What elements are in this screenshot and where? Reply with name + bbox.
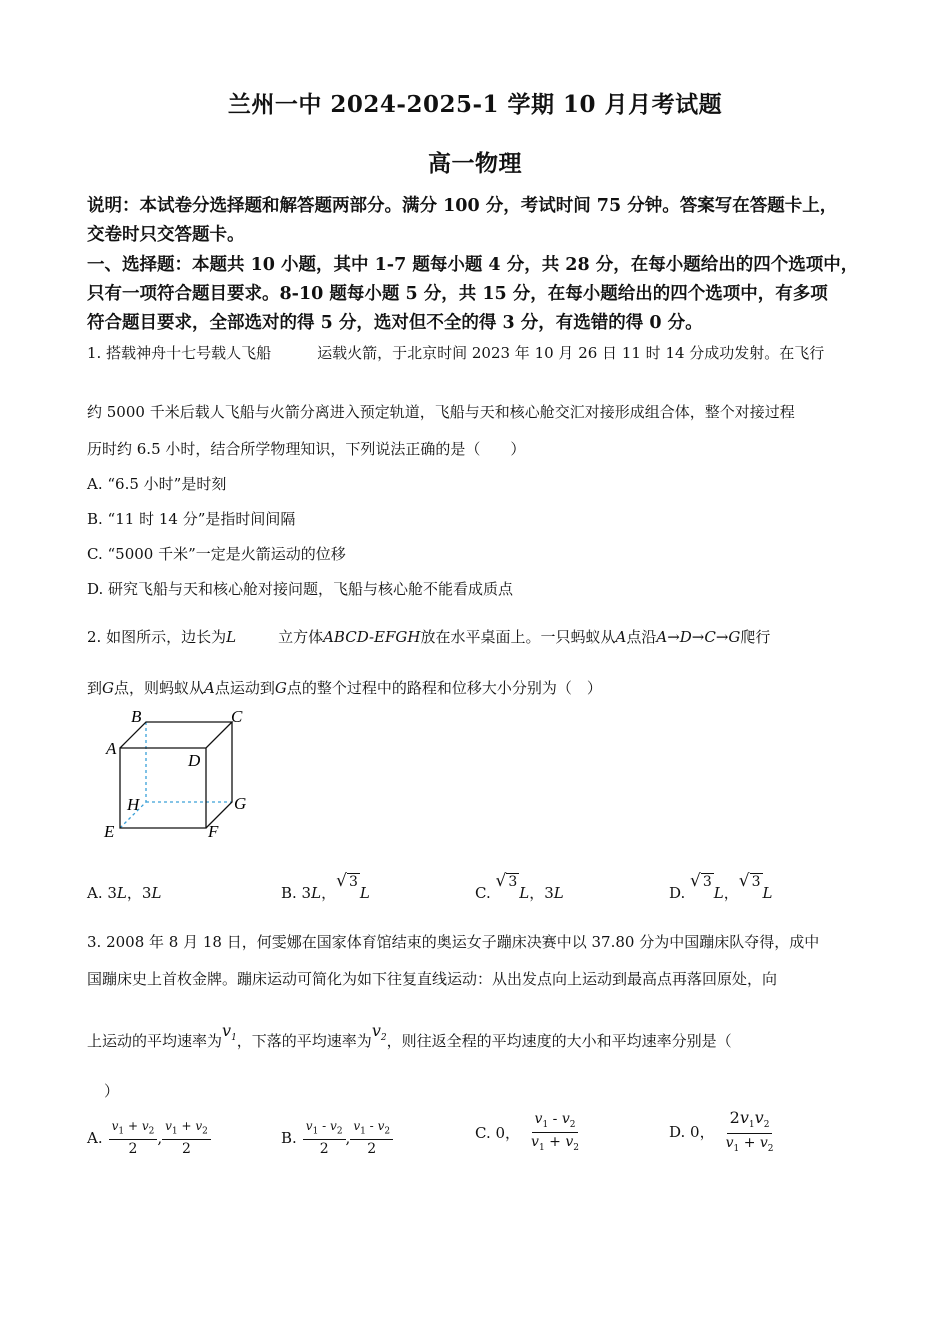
vertex-label-e: E xyxy=(104,822,115,841)
text: C. xyxy=(475,884,496,902)
q3-option-b xyxy=(281,1120,393,1157)
var-L: L xyxy=(151,884,162,902)
q2-var-L: L xyxy=(226,628,237,646)
q2-text: 放在水平桌面上。一只蚂蚁从 xyxy=(420,628,616,646)
var-L: L xyxy=(359,884,370,902)
fraction: $\frac{v_1 + v_2}{2}$ xyxy=(162,1120,211,1157)
vertex-label-f: F xyxy=(208,822,219,841)
comma: , xyxy=(157,1129,163,1148)
radicand: 3 xyxy=(751,874,761,890)
page-title: 兰州一中 2024-2025-1 学期 10 月月考试题 xyxy=(227,91,723,118)
fraction: $\frac{v_1 - v_2}{v_1 + v_2}$ xyxy=(531,1111,579,1154)
q1-stem-part: 运载火箭，于北京时间 2023 年 10 月 26 日 11 时 14 分成功发射。在飞行 xyxy=(317,344,825,362)
radicand: 3 xyxy=(508,874,518,890)
fraction: $\frac{v_1 - v_2}{2}$ xyxy=(303,1120,346,1157)
var-L: L xyxy=(519,884,530,902)
q1-option-c: C. “5000 千米”一定是火箭运动的位移 xyxy=(87,545,346,563)
q2-option-a xyxy=(87,882,161,903)
fraction: $\frac{2v_1v_2}{v_1 + v_2}$ xyxy=(725,1108,774,1154)
q3-option-a xyxy=(87,1120,211,1157)
text: ，下落的平均速率为 xyxy=(236,1032,372,1050)
section-heading-line: 符合题目要求，全部选对的得 5 分，选对但不全的得 3 分，有选错的得 0 分。 xyxy=(87,313,703,333)
q3-stem-line xyxy=(87,1020,732,1050)
q2-point: A xyxy=(204,679,215,697)
option-label: B. xyxy=(281,1129,297,1148)
var-L: L xyxy=(713,884,724,902)
instructions-line: 交卷时只交答题卡。 xyxy=(87,225,245,245)
text: ，3 xyxy=(126,884,152,902)
q2-cube-name: ABCD-EFGH xyxy=(323,628,421,646)
sqrt: √ 3 xyxy=(738,871,761,891)
q1-stem-line: 历时约 6.5 小时，结合所学物理知识，下列说法正确的是（ ） xyxy=(87,440,526,458)
fraction: $\frac{v_1 + v_2}{2}$ xyxy=(109,1120,158,1157)
instructions-line: 说明：本试卷分选择题和解答题两部分。满分 100 分，考试时间 75 分钟。答案写在答题卡上， xyxy=(87,196,838,216)
visible-edges xyxy=(206,722,232,828)
text: ， xyxy=(723,884,739,902)
q2-point: A xyxy=(615,628,627,646)
text: ，3 xyxy=(529,884,554,902)
q1-option-d: D. 研究飞船与天和核心舱对接问题，飞船与核心舱不能看成质点 xyxy=(87,580,514,598)
q1-stem-line xyxy=(87,342,824,363)
q2-text: 点的整个过程中的路程和位移大小分别为（ ） xyxy=(286,679,602,697)
text: ， xyxy=(321,884,337,902)
q2-stem-line xyxy=(87,677,602,698)
section-heading-line: 一、选择题：本题共 10 小题，其中 1-7 题每小题 4 分，共 28 分，在每小题给出的四个选项中， xyxy=(87,255,859,275)
q2-text: 点沿 xyxy=(626,628,657,646)
var-L: L xyxy=(553,884,564,902)
q2-path: A→D→C→G xyxy=(656,628,741,646)
q2-text: 点运动到 xyxy=(214,679,275,697)
q2-point: G xyxy=(274,679,287,697)
vertex-label-h: H xyxy=(127,795,140,814)
section-heading-line: 只有一项符合题目要求。8-10 题每小题 5 分，共 15 分，在每小题给出的四个选项中，有多项 xyxy=(87,284,828,304)
q2-text: 2. 如图所示，边长为 xyxy=(87,628,227,646)
comma: , xyxy=(345,1129,351,1148)
q2-option-d xyxy=(669,870,773,902)
text: ，则往返全程的平均速度的大小和平均速率分别是（ xyxy=(386,1032,732,1050)
radicand: 3 xyxy=(348,874,358,890)
page-subtitle: 高一物理 xyxy=(428,150,522,177)
q2-text: 点，则蚂蚁从 xyxy=(114,679,205,697)
q3-stem-line: ） xyxy=(104,1082,120,1100)
fraction: $\frac{v_1 - v_2}{2}$ xyxy=(350,1120,393,1157)
radicand: 3 xyxy=(702,874,712,890)
var-L: L xyxy=(762,884,773,902)
q3-option-c xyxy=(475,1112,582,1153)
vertex-label-b: B xyxy=(131,707,142,726)
vertex-label-c: C xyxy=(231,707,243,726)
q2-text: 到 xyxy=(87,679,103,697)
q3-stem-line: 国蹦床史上首枚金牌。蹦床运动可简化为如下往复直线运动：从出发点向上运动到最高点再落回原处，向 xyxy=(87,970,778,988)
q1-stem-part: 1. 搭载神舟十七号载人飞船 xyxy=(87,344,272,362)
text: 上运动的平均速率为 xyxy=(87,1032,223,1050)
text: D. xyxy=(669,884,691,902)
q2-text: 爬行 xyxy=(740,628,771,646)
q2-text: 立方体 xyxy=(278,628,324,646)
vertex-label-d: D xyxy=(188,751,201,770)
option-label: A. xyxy=(87,1129,103,1148)
vertex-label-g: G xyxy=(234,794,247,813)
q1-option-a: A. “6.5 小时”是时刻 xyxy=(87,475,227,493)
var-v1: $v_1$ xyxy=(222,1021,237,1044)
cube-figure xyxy=(100,703,260,843)
q1-stem-line: 约 5000 千米后载人飞船与火箭分离进入预定轨道，飞船与天和核心舱交汇对接形成组合体，整个对接过程 xyxy=(87,403,795,421)
q2-stem-line xyxy=(87,626,770,647)
q2-option-c xyxy=(475,870,564,902)
q2-point: G xyxy=(102,679,114,697)
var-L: L xyxy=(311,884,322,902)
sqrt: √ 3 xyxy=(690,871,712,891)
q2-option-b xyxy=(281,870,370,902)
q3-stem-line: 3. 2008 年 8 月 18 日，何雯娜在国家体育馆结束的奥运女子蹦床决赛中以 37.80 分为中国蹦床队夺得，成中 xyxy=(87,933,820,951)
q1-option-b: B. “11 时 14 分”是指时间间隔 xyxy=(87,510,296,528)
option-label: C. 0， xyxy=(475,1124,521,1143)
sqrt: √ 3 xyxy=(336,871,358,891)
option-label: D. 0， xyxy=(669,1123,715,1142)
text: A. 3 xyxy=(87,884,117,902)
q3-option-d xyxy=(669,1110,777,1154)
vertex-label-a: A xyxy=(106,739,117,758)
sqrt: √ 3 xyxy=(495,871,518,891)
text: B. 3 xyxy=(281,884,312,902)
var-L: L xyxy=(116,884,127,902)
var-v2: $v_2$ xyxy=(371,1021,387,1044)
